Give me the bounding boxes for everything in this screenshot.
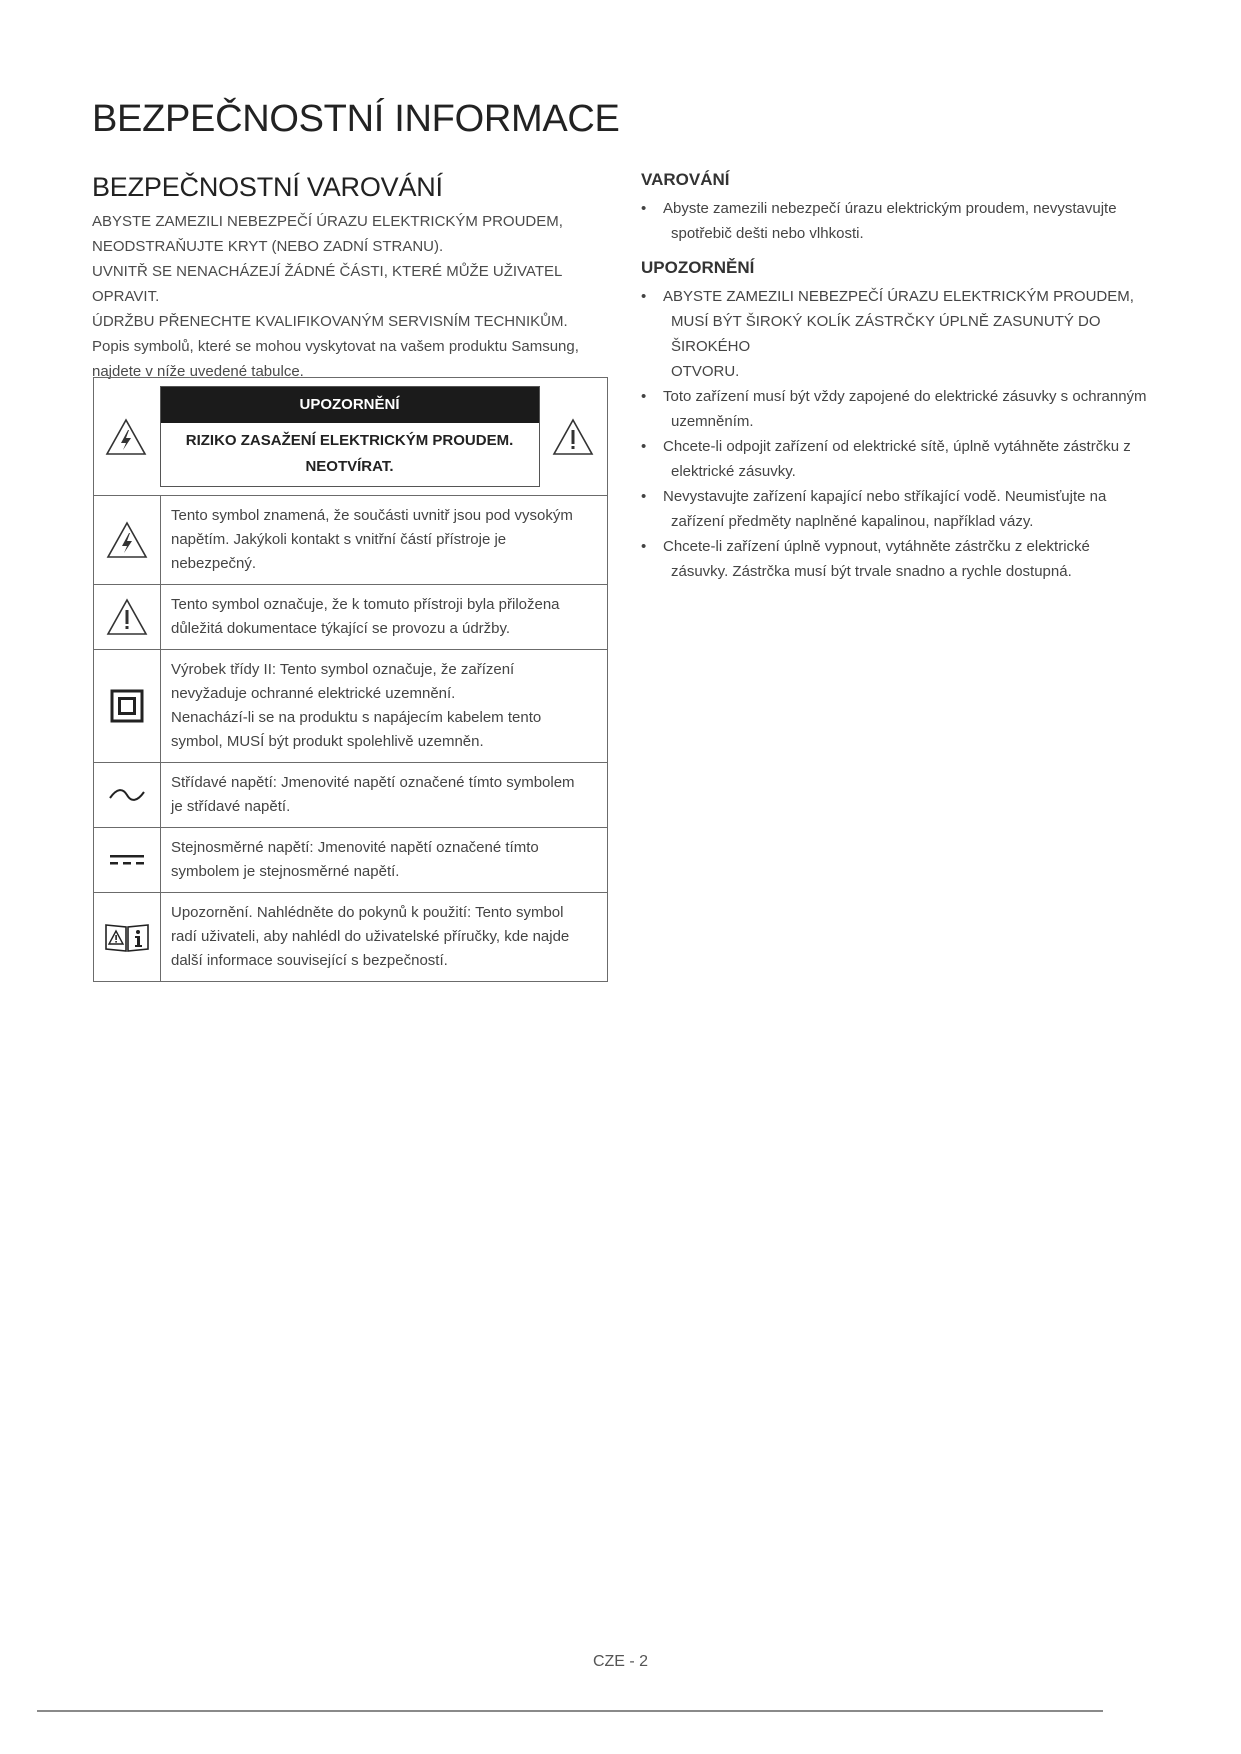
description-line: Střídavé napětí: Jmenovité napětí označené tímto symbolem bbox=[171, 774, 575, 791]
intro-line: najdete v níže uvedené tabulce. bbox=[92, 363, 304, 380]
list-item-line: • Chcete-li zařízení úplně vypnout, vytáhněte zástrčku z elektrické bbox=[663, 538, 1090, 555]
description-line: Upozornění. Nahlédněte do pokynů k použití: Tento symbol bbox=[171, 904, 564, 921]
description-line: další informace související s bezpečností. bbox=[171, 952, 448, 969]
section-title: BEZPEČNOSTNÍ VAROVÁNÍ bbox=[92, 172, 443, 202]
table-row bbox=[94, 893, 608, 982]
exclamation-warning-icon bbox=[551, 417, 595, 457]
caution-list bbox=[641, 284, 1161, 584]
icon-cell bbox=[94, 828, 161, 893]
symbol-table bbox=[93, 377, 608, 982]
warning-list bbox=[641, 196, 1161, 246]
description-line: je střídavé napětí. bbox=[171, 798, 291, 815]
list-item-line: zásuvky. Zástrčka musí být trvale snadno a rychle dostupná. bbox=[671, 563, 1072, 580]
description-cell bbox=[161, 496, 608, 585]
list-item bbox=[641, 284, 1161, 384]
warning-heading: VAROVÁNÍ bbox=[641, 170, 730, 189]
description-line: Nenachází-li se na produktu s napájecím kabelem tento bbox=[171, 709, 542, 726]
list-item-line: spotřebič dešti nebo vlhkosti. bbox=[671, 225, 864, 242]
description-cell bbox=[161, 763, 608, 828]
list-item-line: • Chcete-li odpojit zařízení od elektrické sítě, úplně vytáhněte zástrčku z bbox=[663, 438, 1131, 455]
list-item-line: uzemněním. bbox=[671, 413, 754, 430]
page-title: BEZPEČNOSTNÍ INFORMACE bbox=[92, 98, 620, 140]
list-item bbox=[641, 484, 1161, 534]
caution-heading: UPOZORNĚNÍ bbox=[641, 258, 755, 277]
high-voltage-icon bbox=[104, 417, 148, 457]
description-line: nevyžaduje ochranné elektrické uzemnění. bbox=[171, 685, 456, 702]
icon-cell bbox=[94, 585, 161, 650]
intro-line: ÚDRŽBU PŘENECHTE KVALIFIKOVANÝM SERVISNÍM TECHNIKŮM. bbox=[92, 313, 568, 330]
list-item bbox=[641, 196, 1161, 246]
description-cell bbox=[161, 893, 608, 982]
dc-voltage-icon bbox=[94, 852, 160, 868]
intro-line: NEODSTRAŇUJTE KRYT (NEBO ZADNÍ STRANU). bbox=[92, 238, 444, 255]
list-item bbox=[641, 384, 1161, 434]
risk-text bbox=[161, 423, 539, 486]
high-voltage-icon bbox=[94, 520, 160, 560]
list-item bbox=[641, 534, 1161, 584]
page-number: CZE - 2 bbox=[592, 1653, 649, 1670]
caution-box bbox=[160, 386, 540, 487]
caution-label: UPOZORNĚNÍ bbox=[161, 387, 539, 423]
list-item-line: • ABYSTE ZAMEZILI NEBEZPEČÍ ÚRAZU ELEKTRICKÝM PROUDEM, bbox=[663, 288, 1134, 305]
description-line: Tento symbol označuje, že k tomuto přístroji byla přiložena bbox=[171, 596, 560, 613]
icon-cell bbox=[94, 893, 161, 982]
footer-divider bbox=[37, 1710, 1103, 1712]
list-item-line: • Toto zařízení musí být vždy zapojené do elektrické zásuvky s ochranným bbox=[663, 388, 1147, 405]
description-cell bbox=[161, 650, 608, 763]
list-item-line: zařízení předměty naplněné kapalinou, například vázy. bbox=[671, 513, 1034, 530]
list-item-line: • Abyste zamezili nebezpečí úrazu elektrickým proudem, nevystavujte bbox=[663, 200, 1117, 217]
intro-line: Popis symbolů, které se mohou vyskytovat na vašem produktu Samsung, bbox=[92, 338, 579, 355]
table-row bbox=[94, 828, 608, 893]
table-header-row bbox=[94, 378, 608, 496]
list-item bbox=[641, 434, 1161, 484]
right-column bbox=[641, 170, 1161, 596]
description-line: Tento symbol znamená, že součásti uvnitř jsou pod vysokým bbox=[171, 507, 573, 524]
icon-cell bbox=[94, 763, 161, 828]
ac-voltage-icon bbox=[94, 785, 160, 805]
intro-line: UVNITŘ SE NENACHÁZEJÍ ŽÁDNÉ ČÁSTI, KTERÉ MŮŽE UŽIVATEL OPRAVIT. bbox=[92, 263, 562, 305]
list-item-line: MUSÍ BÝT ŠIROKÝ KOLÍK ZÁSTRČKY ÚPLNĚ ZASUNUTÝ DO ŠIROKÉHO bbox=[671, 313, 1101, 355]
exclamation-warning-icon bbox=[94, 597, 160, 637]
description-line: napětím. Jakýkoli kontakt s vnitřní částí přístroje je bbox=[171, 531, 507, 548]
description-line: symbol, MUSÍ být produkt spolehlivě uzemněn. bbox=[171, 733, 484, 750]
description-cell bbox=[161, 585, 608, 650]
table-row bbox=[94, 585, 608, 650]
risk-line: NEOTVÍRAT. bbox=[305, 458, 394, 475]
table-row bbox=[94, 763, 608, 828]
table-row bbox=[94, 496, 608, 585]
description-line: důležitá dokumentace týkající se provozu a údržby. bbox=[171, 620, 511, 637]
consult-instructions-icon bbox=[94, 921, 160, 953]
list-item-line: OTVORU. bbox=[671, 363, 740, 380]
table-row bbox=[94, 650, 608, 763]
class-ii-icon bbox=[94, 689, 160, 723]
description-line: Stejnosměrné napětí: Jmenovité napětí označené tímto bbox=[171, 839, 539, 856]
description-line: symbolem je stejnosměrné napětí. bbox=[171, 863, 400, 880]
intro-text bbox=[92, 209, 612, 384]
icon-cell bbox=[94, 650, 161, 763]
description-line: Výrobek třídy II: Tento symbol označuje, že zařízení bbox=[171, 661, 515, 678]
list-item-line: • Nevystavujte zařízení kapající nebo stříkající vodě. Neumisťujte na bbox=[663, 488, 1107, 505]
description-cell bbox=[161, 828, 608, 893]
left-column bbox=[92, 172, 612, 384]
intro-line: ABYSTE ZAMEZILI NEBEZPEČÍ ÚRAZU ELEKTRICKÝM PROUDEM, bbox=[92, 213, 563, 230]
risk-line: RIZIKO ZASAŽENÍ ELEKTRICKÝM PROUDEM. bbox=[185, 432, 514, 449]
icon-cell bbox=[94, 496, 161, 585]
list-item-line: elektrické zásuvky. bbox=[671, 463, 796, 480]
description-line: nebezpečný. bbox=[171, 555, 257, 572]
description-line: radí uživateli, aby nahlédl do uživatelské příručky, kde najde bbox=[171, 928, 570, 945]
